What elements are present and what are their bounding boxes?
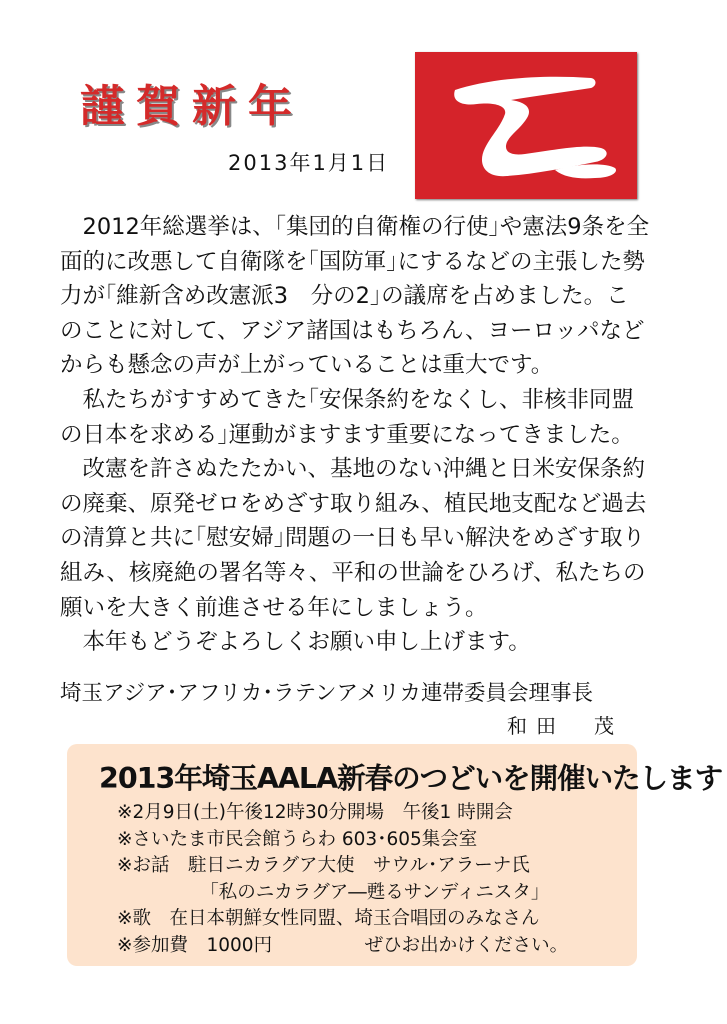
event-details	[117, 800, 568, 959]
message-body	[60, 210, 650, 660]
event-detail-line: ※参加費 1000円 ぜひお出かけください。	[117, 934, 569, 956]
event-detail-line: 「私のニカラグア―甦るサンディニスタ」	[117, 881, 550, 903]
signature-name: 和田 茂	[507, 714, 623, 738]
snake-year-seal	[415, 52, 637, 199]
greeting-title: 謹賀新年	[80, 81, 304, 132]
event-title: 2013年埼玉AALA新春のつどいを開催いたします	[99, 762, 723, 795]
event-detail-line: ※歌 在日本朝鮮女性同盟、埼玉合唱団のみなさん	[117, 908, 540, 929]
date-line: 2013年1月1日	[228, 151, 390, 175]
paragraph-goals: 改憲を許さぬたたかい、基地のない沖縄と日米安保条約の廃棄、原発ゼロをめざす取り組み、植民地支配など過去の清算と共に｢慰安婦｣問題の一日も早い解決をめざす取り組み、核廃絶の署名等々、平和の世論をひろげ、私たちの願いを大きく前進させる年にしましょう。	[60, 456, 647, 621]
paragraph-election: 2012年総選挙は、｢集団的自衛権の行使｣や憲法9条を全面的に改悪して自衛隊を｢国防軍｣にするなどの主張した勢力が｢維新含め改憲派3 分の2｣の議席を占めました。このことに対して、アジア諸国はもちろん、ヨーロッパなどからも懸念の声が上がっていることは重大です。	[60, 214, 650, 379]
event-detail-line: ※2月9日(土)午後12時30分開場 午後1 時開会	[117, 802, 513, 823]
signature-organization: 埼玉アジア･アフリカ･ラテンアメリカ連帯委員会理事長	[60, 681, 593, 706]
event-announcement-box	[67, 744, 723, 966]
event-detail-line: ※さいたま市民会館うらわ 603･605集会室	[117, 828, 478, 850]
paragraph-movement: 私たちがすすめてきた｢安保条約をなくし、非核非同盟の日本を求める｣運動がますます重要になってきました。	[60, 386, 634, 448]
paragraph-closing: 本年もどうぞよろしくお願い申し上げます。	[82, 629, 531, 656]
event-detail-line: ※お話 駐日ニカラグア大使 サウル･アラーナ氏	[117, 855, 530, 876]
seal-brush-character	[415, 52, 637, 199]
